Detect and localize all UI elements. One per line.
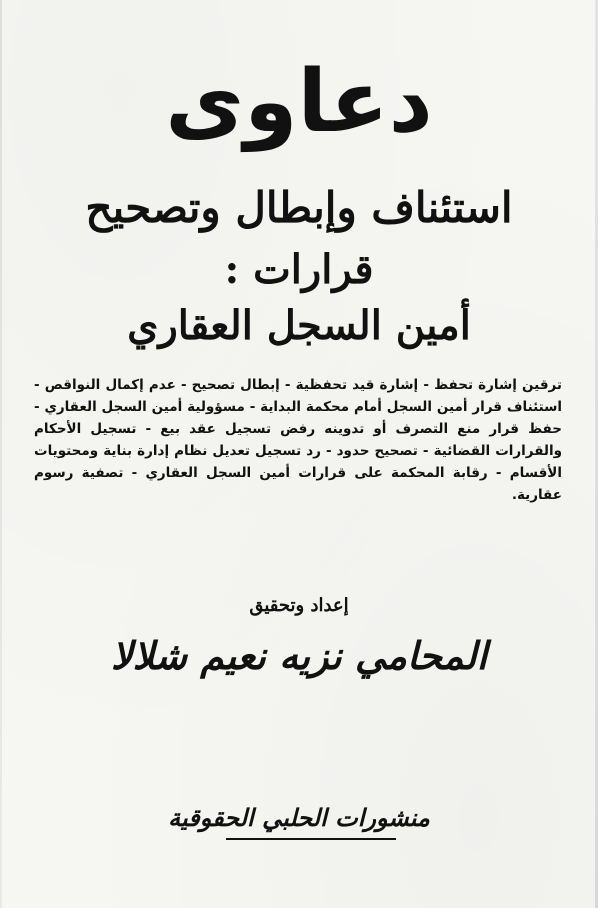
subtitle-line-3: أمين السجل العقاري (127, 302, 471, 349)
author-name: المحامي نزيه نعيم شلالا (110, 633, 488, 678)
topics-paragraph: ترقين إشارة تحفظ - إشارة قيد تحفظية - إبطال تصحيح - عدم إكمال النواقص - استئناف قرار أمين السجل أمام محكمة البداية - مسؤولية أمين السجل العقاري - حفظ قرار منع التصرف أو تدوينه رفض تسجيل عقد بيع - تسجيل الأحكام والقرارات القضائية - تصحيح حدود - رد تسجيل تعديل نظام إدارة بناية ومحتويات الأقسام - رقابة المحكمة على قرارات أمين السجل العقاري - تصفية رسوم عقارية. (34, 377, 562, 503)
publisher-underline (226, 838, 396, 840)
publisher-name: منشورات الحلبي الحقوقية (168, 803, 430, 832)
subtitle-line-1: استئناف وإبطال وتصحيح (85, 183, 513, 232)
prepared-by-label: إعداد وتحقيق (249, 595, 349, 616)
book-title: دعاوى (165, 52, 433, 152)
subtitle-line-2: قرارات : (224, 246, 374, 293)
